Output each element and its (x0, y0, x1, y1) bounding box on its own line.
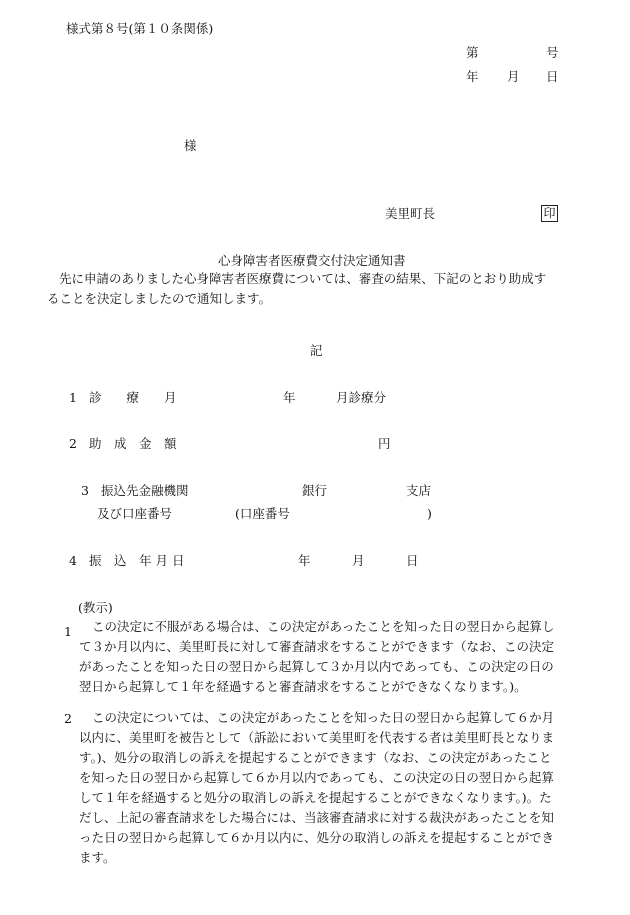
item3-account-open: (口座番号 (235, 506, 290, 521)
intro-paragraph (47, 269, 547, 309)
notice-point2-line: して１年を経過すると処分の取消しの訴えを提起することができなくなります。)。た (79, 790, 552, 805)
item2-label: 助 成 金 額 (89, 436, 177, 451)
notice-point2-line: った日の翌日から起算して６か月以内に、処分の取消しの訴えを提起することができ (79, 830, 555, 845)
notice-point2-line: を知った日の翌日から起算して６か月以内であっても、この決定の日の翌日から起算 (79, 770, 554, 785)
notice-point2-line: この決定については、この決定があったことを知った日の翌日から起算して６か月 (92, 710, 555, 725)
date-month: 月 (507, 69, 520, 84)
item4-month: 月 (352, 553, 365, 568)
addressee-honorific: 様 (184, 138, 197, 153)
date-year: 年 (466, 69, 479, 84)
seal-box: 印 (541, 205, 558, 222)
date-day: 日 (546, 69, 559, 84)
item2-unit: 円 (378, 436, 391, 451)
notice-heading: (教示) (78, 600, 113, 615)
item4-number: 4 (69, 553, 77, 568)
item3-label-line1: 振込先金融機関 (101, 483, 189, 498)
notice-point2-line: ます。 (79, 850, 116, 865)
item3-bank: 銀行 (302, 483, 328, 498)
sender-name: 美里町長 (385, 206, 436, 221)
item3-number: 3 (81, 483, 89, 498)
intro-line-2: ることを決定しましたので通知します。 (47, 291, 272, 306)
item4-day: 日 (406, 553, 419, 568)
notice-point1-number: 1 (64, 624, 72, 639)
number-prefix: 第 (466, 45, 479, 60)
item4-year: 年 (298, 553, 311, 568)
item3-label-line2: 及び口座番号 (97, 506, 173, 521)
notice-point1-line: があったことを知った日の翌日から起算して３か月以内であっても、この決定の日の (79, 659, 554, 674)
number-suffix: 号 (546, 45, 559, 60)
item4-label: 振 込 年 月 日 (89, 553, 185, 568)
notice-point2-line: だし、上記の審査請求をした場合には、当該審査請求に対する裁決があったことを知 (79, 810, 554, 825)
notice-point1 (79, 617, 555, 697)
item3-branch: 支店 (406, 483, 432, 498)
item1-label: 診 療 月 (89, 390, 177, 405)
ki-mark: 記 (310, 343, 323, 358)
intro-line-1: 先に申請のありました心身障害者医療費については、審査の結果、下記のとおり助成す (59, 271, 547, 286)
notice-point2-line: 以内に、美里町を被告として（訴訟において美里町を代表する者は美里町長となりま (79, 730, 555, 745)
item2-number: 2 (69, 436, 77, 451)
notice-point2-line: す。)、処分の取消しの訴えを提起することができます（なお、この決定があったこと (79, 750, 552, 765)
notice-point2-number: 2 (64, 711, 72, 726)
item3-account-close: ) (427, 506, 432, 521)
notice-point1-line: この決定に不服がある場合は、この決定があったことを知った日の翌日から起算し (92, 619, 555, 634)
item1-year: 年 (283, 390, 296, 405)
document-title: 心身障害者医療費交付決定通知書 (218, 253, 406, 268)
item1-number: 1 (69, 390, 77, 405)
notice-point2 (79, 708, 555, 868)
item1-suffix: 月診療分 (336, 390, 387, 405)
notice-point1-line: 翌日から起算して１年を経過すると審査請求をすることができなくなります。)。 (79, 679, 527, 694)
form-id: 様式第８号(第１０条関係) (66, 21, 214, 36)
notice-point1-line: て３か月以内に、美里町長に対して審査請求をすることができます（なお、この決定 (79, 639, 555, 654)
